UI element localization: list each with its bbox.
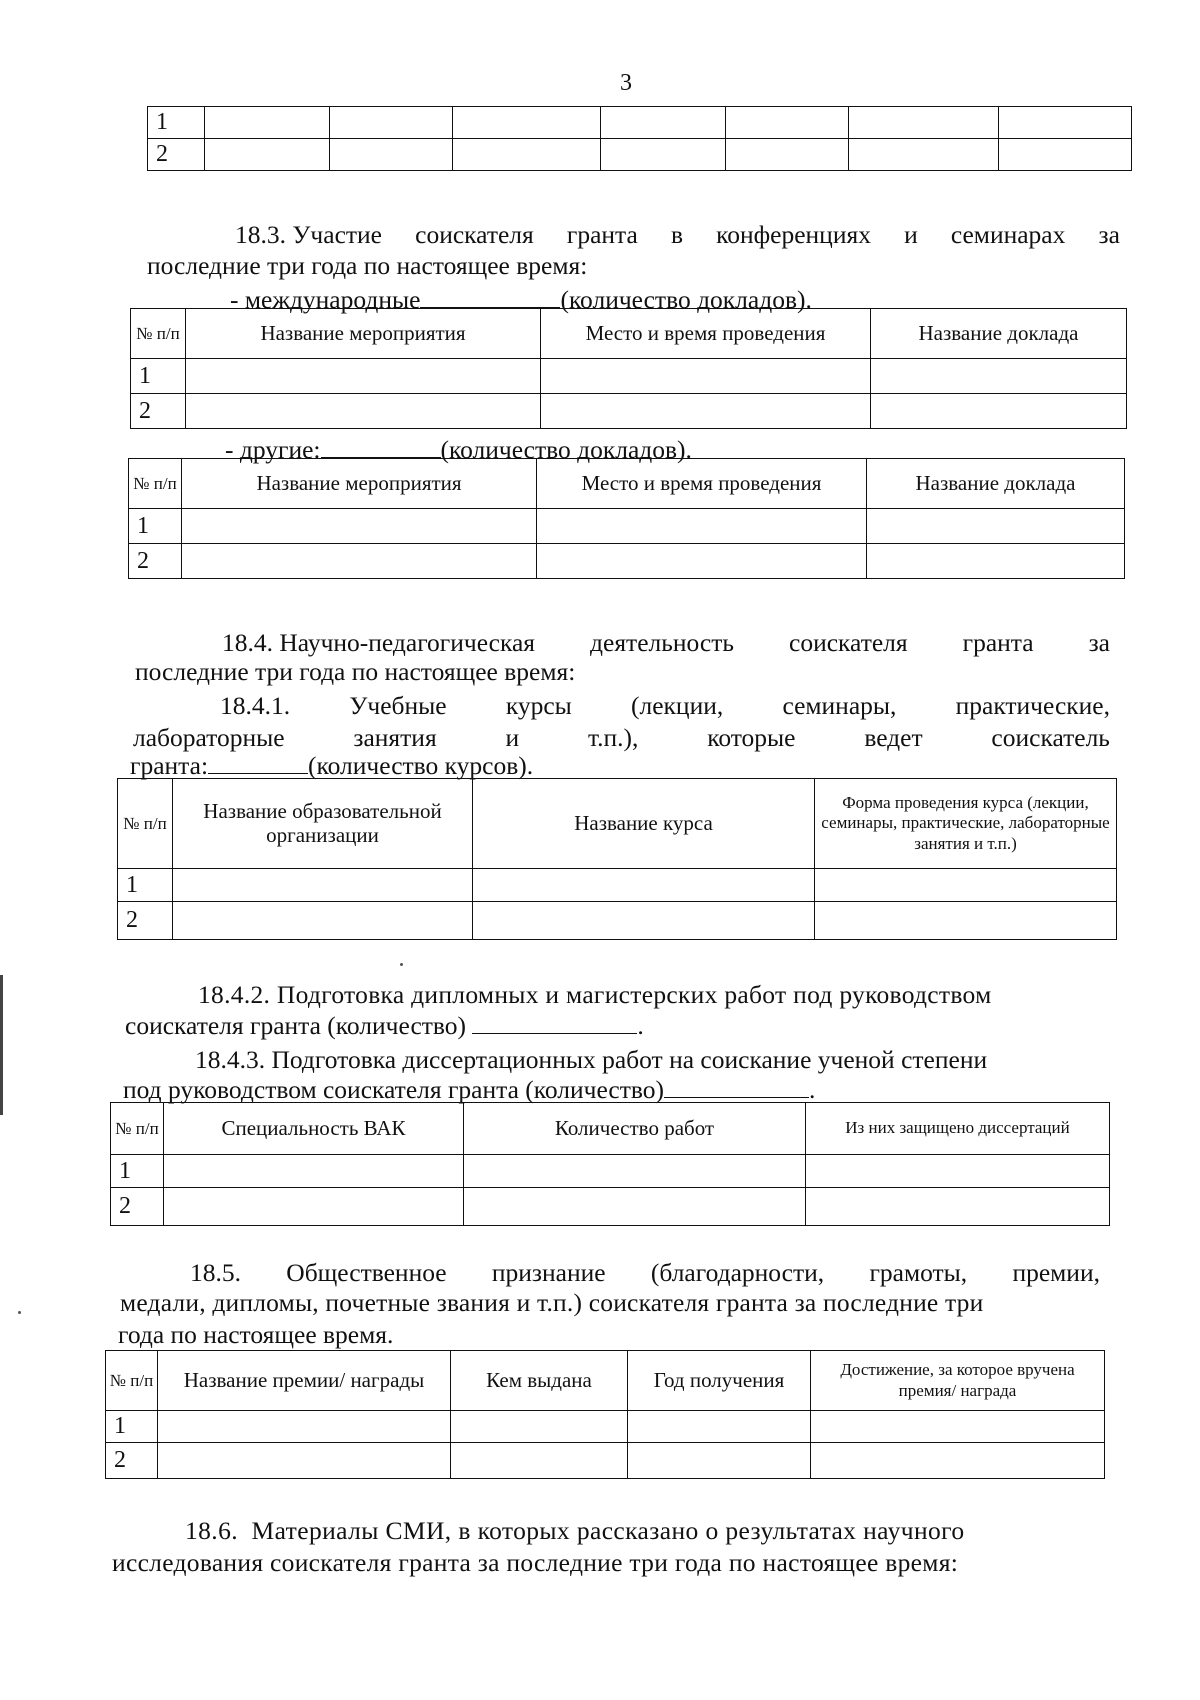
international-conferences-table [130,308,1127,429]
header-defended: Из них защищено диссертаций [806,1103,1110,1155]
other-line: - другие: (количество докладов). [225,435,692,464]
section-18-3-line1: 18.3. Участие соискателя гранта в конференциях и семинарах за [235,220,1120,249]
header-event-name: Название мероприятия [182,459,537,509]
header-number: № п/п [118,779,173,869]
section-18-4-2-line2: соискателя гранта (количество) . [125,1011,644,1040]
row-number: 1 [129,509,182,544]
table-row [129,544,1125,579]
row-number: 2 [131,394,186,429]
section-18-4-3-line2: под руководством соискателя гранта (количество) . [123,1075,816,1104]
header-number: № п/п [106,1351,158,1411]
section-18-5-line2: медали, дипломы, почетные звания и т.п.) соискателя гранта за последние три [120,1288,984,1317]
page-number: 3 [620,70,632,96]
table-row [111,1188,1110,1226]
scan-edge-mark [0,975,3,1115]
header-course-name: Название курса [473,779,815,869]
table-header [131,309,1127,359]
row-number: 1 [131,359,186,394]
section-18-6-line2: исследования соискателя гранта за последние три года по настоящее время: [112,1548,959,1577]
row-number: 2 [118,902,173,940]
section-18-4-3-line1: 18.4.3. Подготовка диссертационных работ на соискание ученой степени [195,1045,988,1074]
intl-count-blank[interactable] [420,287,560,308]
table-row [131,359,1127,394]
table-row [118,869,1117,902]
diploma-count-blank[interactable] [472,1013,637,1034]
header-award-name: Название премии/ награды [158,1351,451,1411]
header-works-count: Количество работ [464,1103,806,1155]
courses-table [117,778,1117,940]
table-row [118,902,1117,940]
section-18-4-1-line1: 18.4.1. Учебные курсы (лекции, семинары, практические, [220,691,1110,720]
section-18-4-line2: последние три года по настоящее время: [135,657,576,686]
row-number: 1 [118,869,173,902]
header-issued-by: Кем выдана [451,1351,628,1411]
table-header [106,1351,1105,1411]
header-number: № п/п [131,309,186,359]
scan-speck [400,963,403,966]
header-place-time: Место и время проведения [537,459,867,509]
courses-count-blank[interactable] [208,753,308,774]
table-row [148,139,1132,171]
row-number: 1 [111,1155,164,1188]
row-number: 2 [148,139,205,171]
row-number: 2 [106,1443,158,1479]
scan-speck [18,1311,21,1314]
dissertations-table [110,1102,1110,1226]
other-count-blank[interactable] [321,437,441,458]
header-report-title: Название доклада [871,309,1127,359]
awards-table [105,1350,1105,1479]
row-number: 1 [148,107,205,139]
section-18-4-2-line1: 18.4.2. Подготовка дипломных и магистерских работ под руководством [198,980,992,1009]
row-number: 2 [111,1188,164,1226]
header-number: № п/п [111,1103,164,1155]
table-header [111,1103,1110,1155]
section-18-4-line1: 18.4. Научно-педагогическая деятельность соискателя гранта за [222,628,1110,657]
continued-table [147,106,1132,171]
section-18-5-line3: года по настоящее время. [118,1320,394,1349]
table-row [129,509,1125,544]
table-row [106,1443,1105,1479]
table-header [118,779,1117,869]
header-vak-specialty: Специальность ВАК [164,1103,464,1155]
row-number: 1 [106,1411,158,1443]
table-row [106,1411,1105,1443]
section-18-4-1-line2: лабораторные занятия и т.п.), которые ведет соискатель [133,723,1110,752]
header-achievement: Достижение, за которое вручена премия/ награда [811,1351,1105,1411]
table-row [148,107,1132,139]
header-place-time: Место и время проведения [541,309,871,359]
header-course-form: Форма проведения курса (лекции, семинары, практические, лабораторные занятия и т.п.) [815,779,1117,869]
section-18-6-line1: 18.6. Материалы СМИ, в которых рассказано о результатах научного [185,1516,965,1545]
header-report-title: Название доклада [867,459,1125,509]
international-line: - международные (количество докладов). [230,285,812,314]
table-header [129,459,1125,509]
section-18-5-line1: 18.5. Общественное признание (благодарности, грамоты, премии, [190,1258,1100,1287]
header-year: Год получения [628,1351,811,1411]
table-row [111,1155,1110,1188]
header-event-name: Название мероприятия [186,309,541,359]
dissertation-count-blank[interactable] [664,1077,809,1098]
header-number: № п/п [129,459,182,509]
other-conferences-table [128,458,1125,579]
table-row [131,394,1127,429]
header-organization: Название образовательной организации [173,779,473,869]
section-18-4-1-line3: гранта: (количество курсов). [130,751,534,780]
row-number: 2 [129,544,182,579]
section-18-3-line2: последние три года по настоящее время: [147,251,588,280]
